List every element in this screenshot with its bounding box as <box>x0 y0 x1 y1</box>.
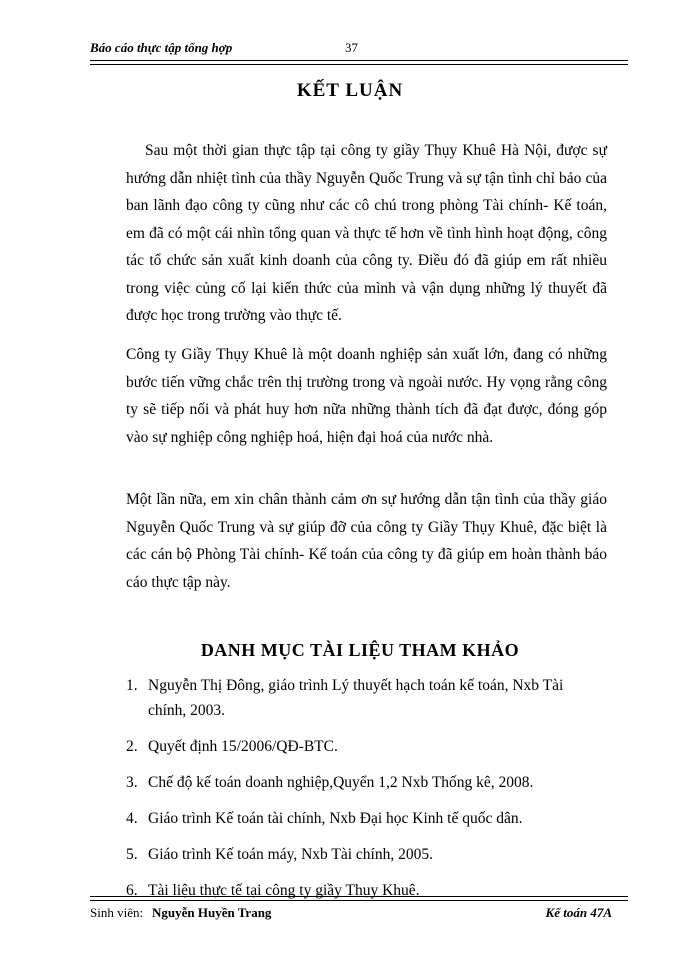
reference-item <box>126 734 596 759</box>
header-divider <box>90 60 628 65</box>
student-name: Nguyễn Huyền Trang <box>152 905 272 920</box>
reference-number: 5. <box>126 846 138 863</box>
reference-item <box>126 673 596 723</box>
reference-number: 1. <box>126 677 138 694</box>
page-header <box>90 40 628 62</box>
page-number: 37 <box>345 40 358 55</box>
conclusion-paragraph-2: Công ty Giầy Thụy Khuê là một doanh nghiệp sản xuất lớn, đang có những bước tiến vững chắc trên thị trường trong và ngoài nước. Hy vọng rằng công ty sẽ tiếp nối và phát huy hơn nữa những thành tích đã đạt được, đóng góp vào sự nghiệp công nghiệp hoá, hiện đại hoá của nước nhà. <box>126 346 607 446</box>
reference-number: 6. <box>126 882 138 899</box>
references-title: DANH MỤC TÀI LIỆU THAM KHẢO <box>200 640 520 660</box>
conclusion-paragraph-3: Một lần nữa, em xin chân thành cảm ơn sự hướng dẫn tận tình của thầy giáo Nguyễn Quốc Trung và sự giúp đỡ của công ty Giầy Thụy Khuê, đặc biệt là các cán bộ Phòng Tài chính- Kế toán của công ty đã giúp em hoàn thành báo cáo thực tập này. <box>126 491 607 591</box>
reference-text: Quyết định 15/2006/QĐ-BTC. <box>148 738 338 755</box>
reference-text: Chế độ kế toán doanh nghiệp,Quyển 1,2 Nxb Thống kê, 2008. <box>148 774 534 791</box>
reference-text: Giáo trình Kế toán máy, Nxb Tài chính, 2005. <box>148 846 433 863</box>
reference-number: 3. <box>126 774 138 791</box>
student-label: Sinh viên: <box>90 905 144 920</box>
header-title: Báo cáo thực tập tổng hợp <box>90 40 233 55</box>
reference-item <box>126 842 596 867</box>
reference-item <box>126 806 596 831</box>
page-footer <box>90 905 628 925</box>
reference-text: Tài liệu thực tế tại công ty giầy Thụy Khuê. <box>148 882 420 899</box>
reference-text: Giáo trình Kế toán tài chính, Nxb Đại học Kinh tế quốc dân. <box>148 810 523 827</box>
footer-divider <box>90 896 628 901</box>
conclusion-paragraph-1: Sau một thời gian thực tập tại công ty giầy Thụy Khuê Hà Nội, được sự hướng dẫn nhiệt tình của thầy Nguyễn Quốc Trung và sự tận tình chỉ bảo của ban lãnh đạo công ty cũng như các cô chú trong phòng Tài chính- Kế toán, em đã có một cái nhìn tổng quan và thực tế hơn về tình hình hoạt động, công tác tổ chức sản xuất kinh doanh của công ty. Điều đó đã giúp em rất nhiều trong việc củng cố lại kiến thức của mình và vận dụng những lý thuyết đã được học trong trường vào thực tế. <box>126 142 607 324</box>
reference-item <box>126 770 596 795</box>
class-name: Kế toán 47A <box>545 905 612 920</box>
references-list <box>126 673 596 914</box>
reference-text: Nguyễn Thị Đông, giáo trình Lý thuyết hạch toán kế toán, Nxb Tài chính, 2003. <box>148 677 564 719</box>
reference-number: 2. <box>126 738 138 755</box>
conclusion-title: KẾT LUẬN <box>296 80 404 101</box>
reference-number: 4. <box>126 810 138 827</box>
